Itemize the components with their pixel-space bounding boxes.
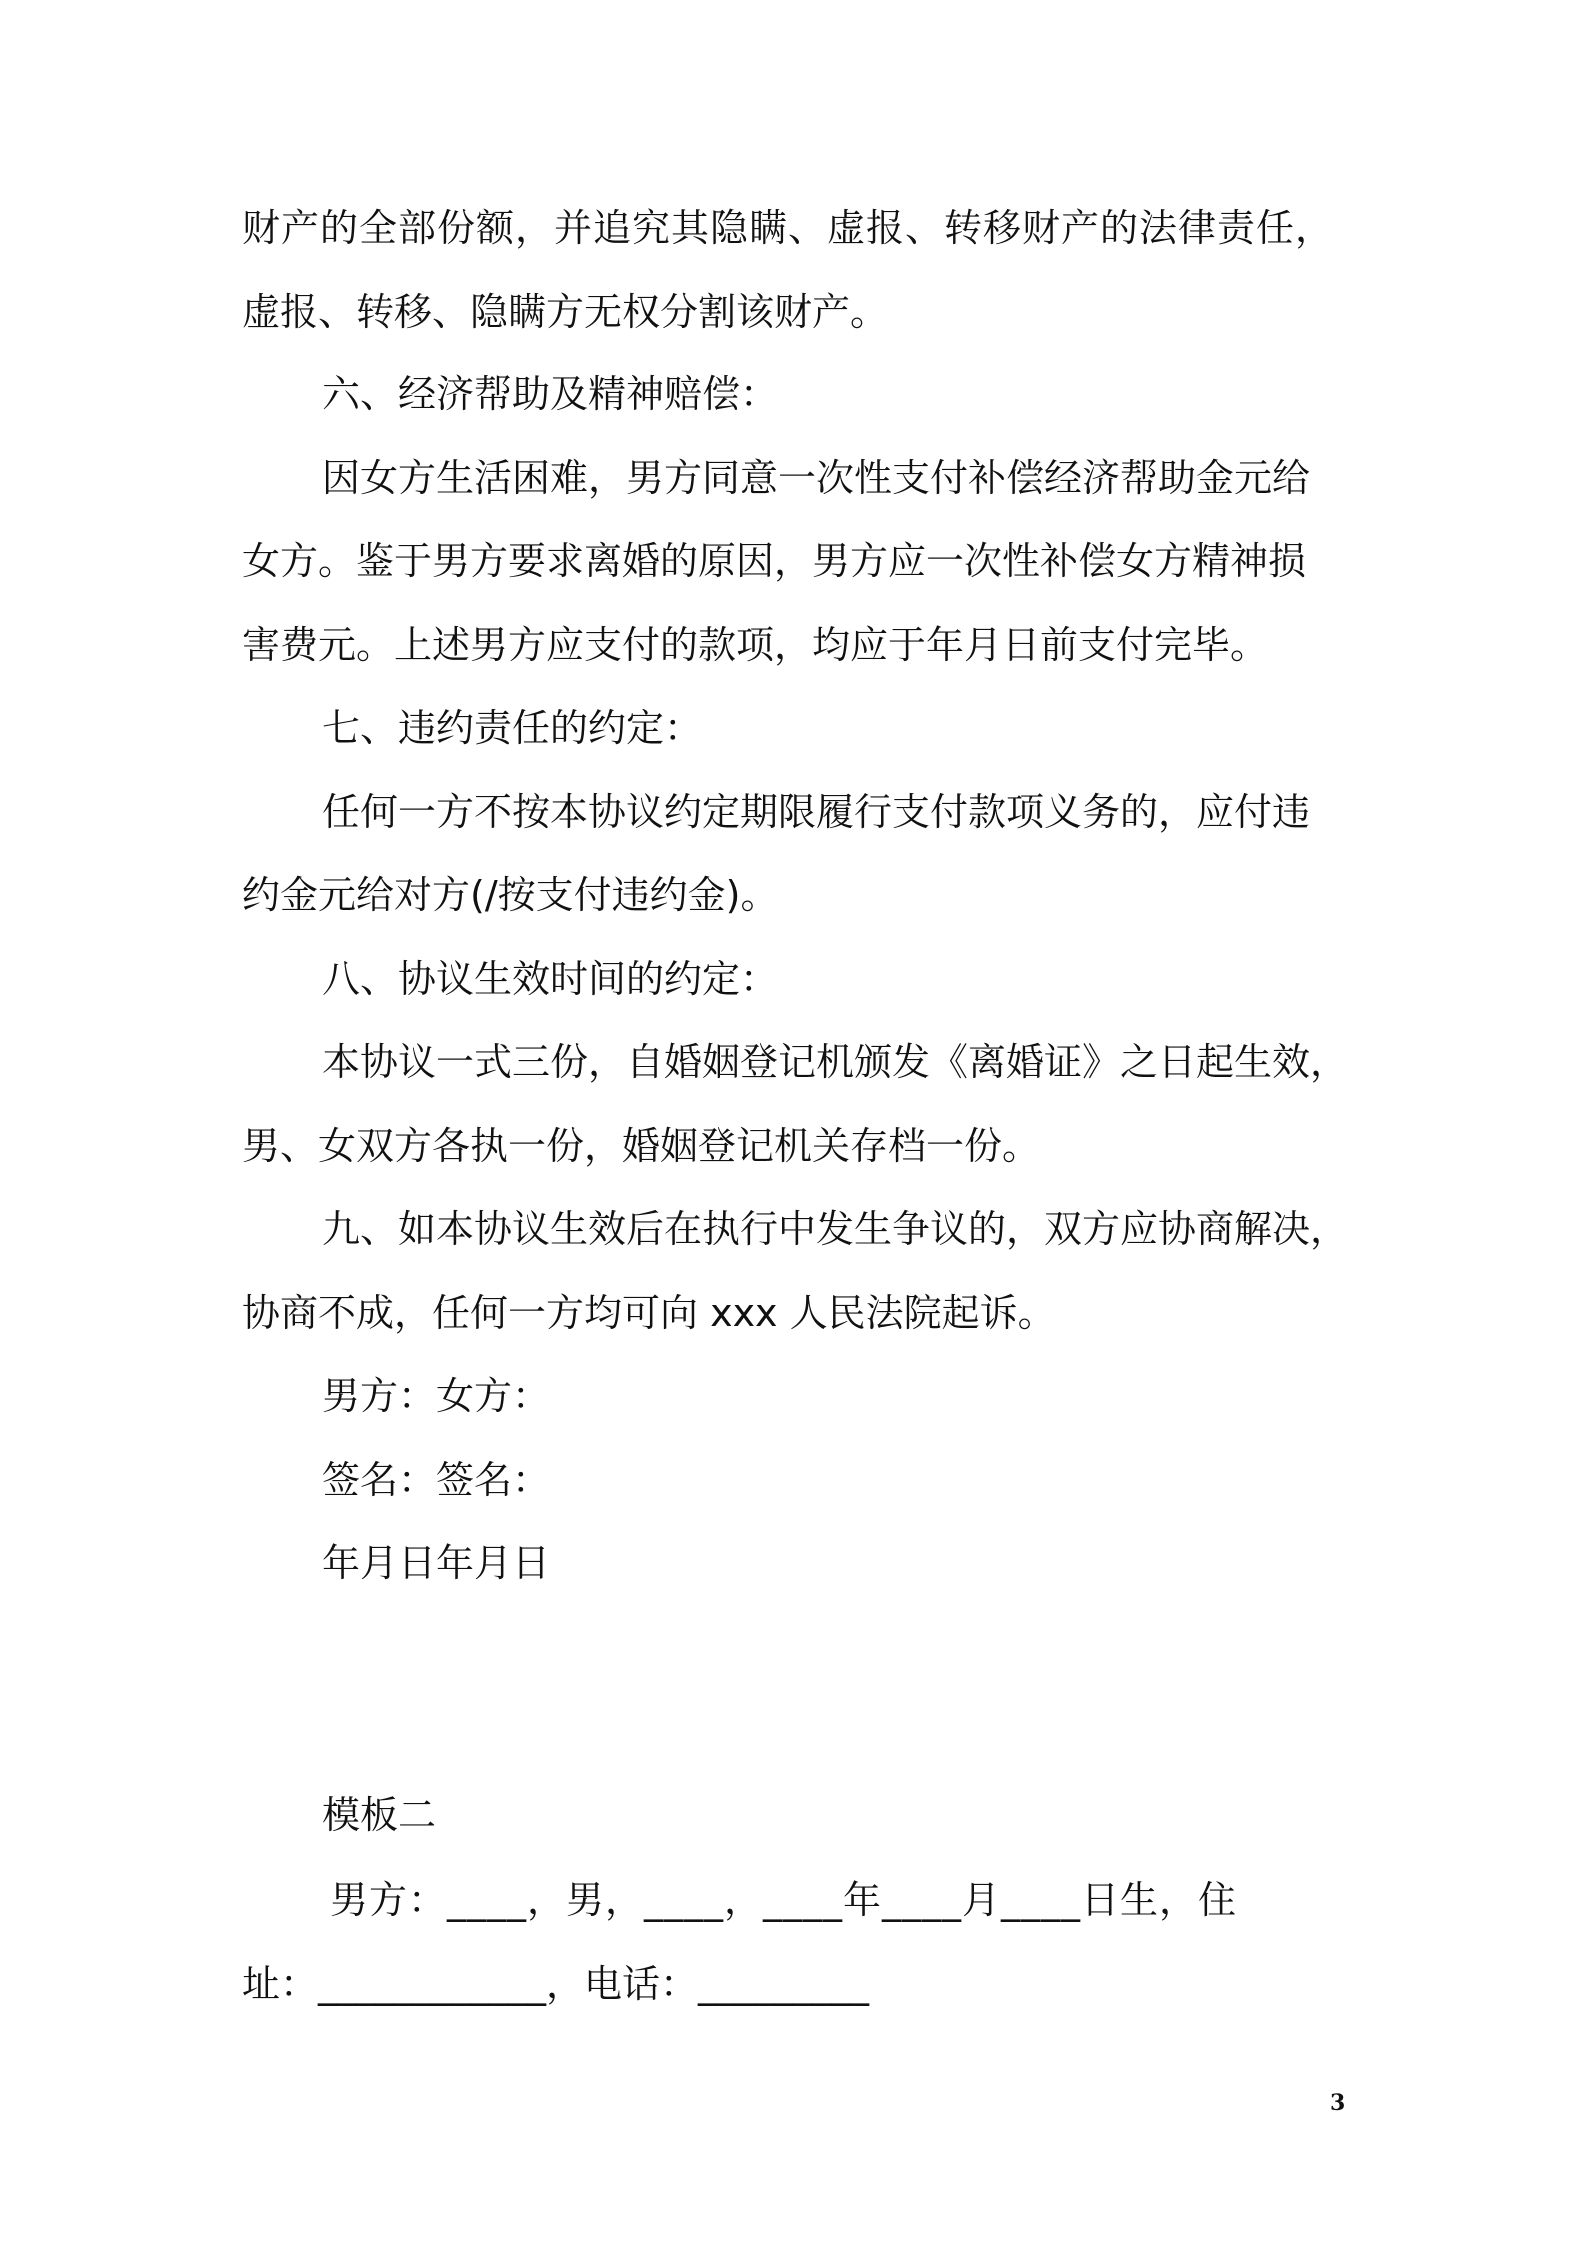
signature-date: 年月日年月日 [322, 1541, 551, 1585]
body-line: 男、女双方各执一份，婚姻登记机关存档一份。 [242, 1124, 1041, 1168]
body-line: 任何一方不按本协议约定期限履行支付款项义务的，应付违 [322, 790, 1311, 834]
body-line: 九、如本协议生效后在执行中发生争议的，双方应协商解决， [322, 1207, 1349, 1251]
signature-parties: 男方：女方： [322, 1374, 551, 1418]
body-line: 女方。鉴于男方要求离婚的原因，男方应一次性补偿女方精神损 [242, 539, 1307, 583]
body-line: 因女方生活困难，男方同意一次性支付补偿经济帮助金元给 [322, 456, 1311, 500]
template-heading: 模板二 [322, 1793, 437, 1837]
body-line: 约金元给对方(/按支付违约金)。 [242, 873, 779, 917]
section-heading: 六、经济帮助及精神赔偿： [322, 372, 779, 416]
body-line: 害费元。上述男方应支付的款项，均应于年月日前支付完毕。 [242, 623, 1269, 667]
form-line: 男方：____，男，____，____年____月____日生，住 [330, 1878, 1238, 1922]
body-line: 协商不成，任何一方均可向 xxx 人民法院起诉。 [242, 1291, 1056, 1335]
body-line: 本协议一式三份，自婚姻登记机颁发《离婚证》之日起生效， [322, 1040, 1349, 1084]
section-heading: 八、协议生效时间的约定： [322, 957, 779, 1001]
body-line: 虚报、转移、隐瞒方无权分割该财产。 [242, 290, 889, 334]
page-number: 3 [1330, 2090, 1346, 2116]
section-heading: 七、违约责任的约定： [322, 706, 703, 750]
body-line: 财产的全部份额，并追究其隐瞒、虚报、转移财产的法律责任， [242, 206, 1335, 250]
signature-line: 签名：签名： [322, 1458, 551, 1502]
form-line: 址：____________，电话：_________ [242, 1962, 870, 2006]
